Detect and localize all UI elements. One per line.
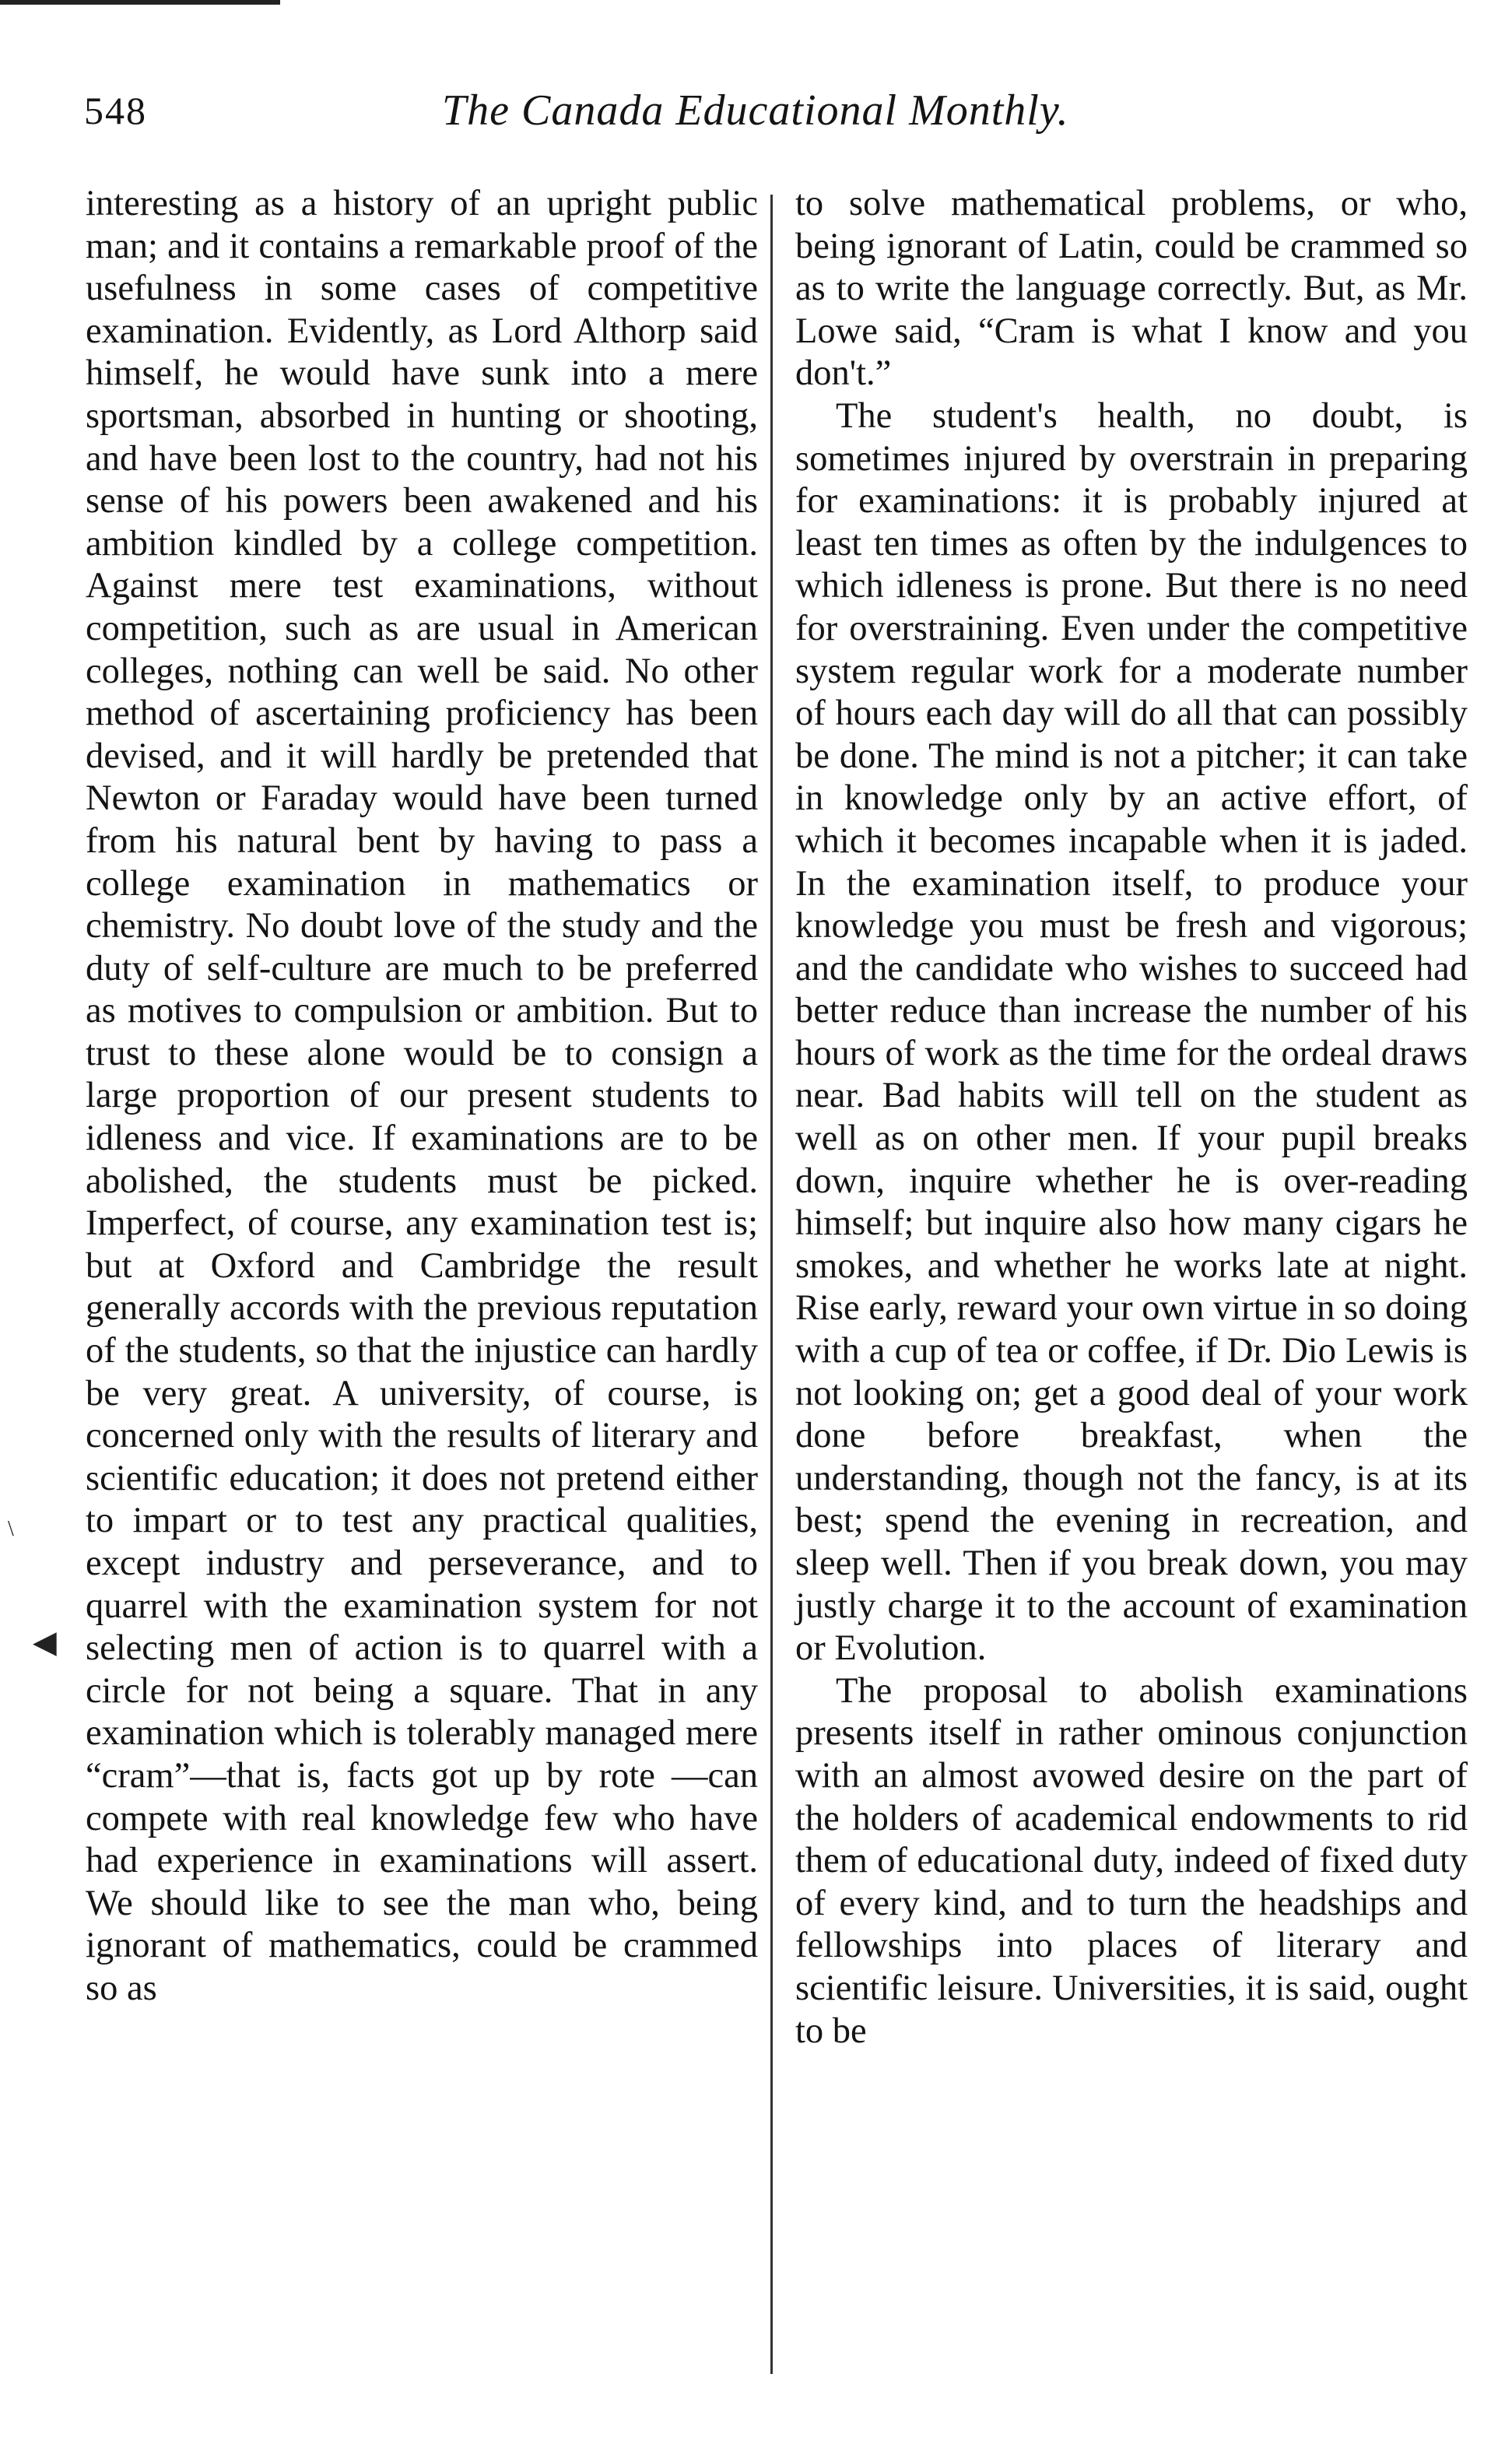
- column-divider: [770, 195, 773, 2374]
- page-number: 548: [84, 89, 147, 132]
- right-paragraph-2: The student's health, no doubt, is sometimes injured by overstrain in preparing for examinations: it is probably injured at least ten times as often by the indulgences to which idleness is prone. But there is no need for overstraining. Even under the competitive system regular work for a moderate number of hours each day will do all that can possibly be done. The mind is not a pitcher; it can take in knowledge only by an active effort, of which it becomes incapable when it is jaded. In the examination itself, to produce your knowledge you must be fresh and vigorous; and the candidate who wishes to succeed had better reduce than increase the number of his hours of work as the time for the ordeal draws near. Bad habits will tell on the student as well as on other men. If your pupil breaks down, inquire whether he is over-reading himself; but inquire also how many cigars he smokes, and whether he works late at night. Rise early, reward your own virtue in so doing with a cup of tea or coffee, if Dr. Dio Lewis is not looking on; get a good deal of your work done before breakfast, when the understanding, though not the fancy, is at its best; spend the evening in recreation, and sleep well. Then if you break down, you may justly charge it to the account of examination or Evolution.: [795, 395, 1468, 1669]
- running-title: The Canada Educational Monthly.: [442, 86, 1069, 135]
- page-header: [84, 87, 1438, 149]
- right-paragraph-1: to solve mathematical problems, or who, being ignorant of Latin, could be crammed so as to write the language correctly. But, as Mr. Lowe said, “Cram is what I know and you don't.”: [795, 184, 1468, 394]
- margin-tick-mark: \: [8, 1517, 14, 1541]
- left-paragraph-1: interesting as a history of an upright public man; and it contains a remarkable proof of the usefulness in some cases of competitive examination. Evidently, as Lord Althorp said himself, he would have sunk into a mere sportsman, absorbed in hunting or shooting, and have been lost to the country, had not his sense of his powers been awakened and his ambition kindled by a college competition. Against mere test examinations, without competition, such as are usual in American colleges, nothing can well be said. No other method of ascertaining proficiency has been devised, and it will hardly be pretended that Newton or Faraday would have been turned from his natural bent by having to pass a college examination in mathematics or chemistry. No doubt love of the study and the duty of self-culture are much to be preferred as motives to compulsion or ambition. But to trust to these alone would be to consign a large proportion of our present students to idleness and vice. If examinations are to be abolished, the students must be picked. Imperfect, of course, any examination test is; but at Oxford and Cambridge the result generally accords with the previous reputation of the students, so that the injustice can hardly be very great. A university, of course, is concerned only with the results of literary and scientific education; it does not pretend either to impart or to test any practical qualities, except industry and perseverance, and to quarrel with the examination system for not selecting men of action is to quarrel with a circle for not being a square. That in any examination which is tolerably managed mere “cram”—that is, facts got up by rote —can compete with real knowledge few who have had experience in examinations will assert. We should like to see the man who, being ignorant of mathematics, could be crammed so as: [86, 184, 758, 2008]
- margin-pointer-icon: ◀: [33, 1624, 57, 1659]
- right-paragraph-3: The proposal to abolish examinations presents itself in rather ominous conjunction with an almost avowed desire on the part of the holders of academical endowments to rid them of educational duty, indeed of fixed duty of every kind, and to turn the headships and fellowships into places of literary and scientific leisure. Universities, it is said, ought to be: [795, 1670, 1468, 2051]
- right-column: [795, 183, 1468, 2052]
- top-edge-rule: [0, 0, 280, 5]
- left-column: [86, 183, 758, 2010]
